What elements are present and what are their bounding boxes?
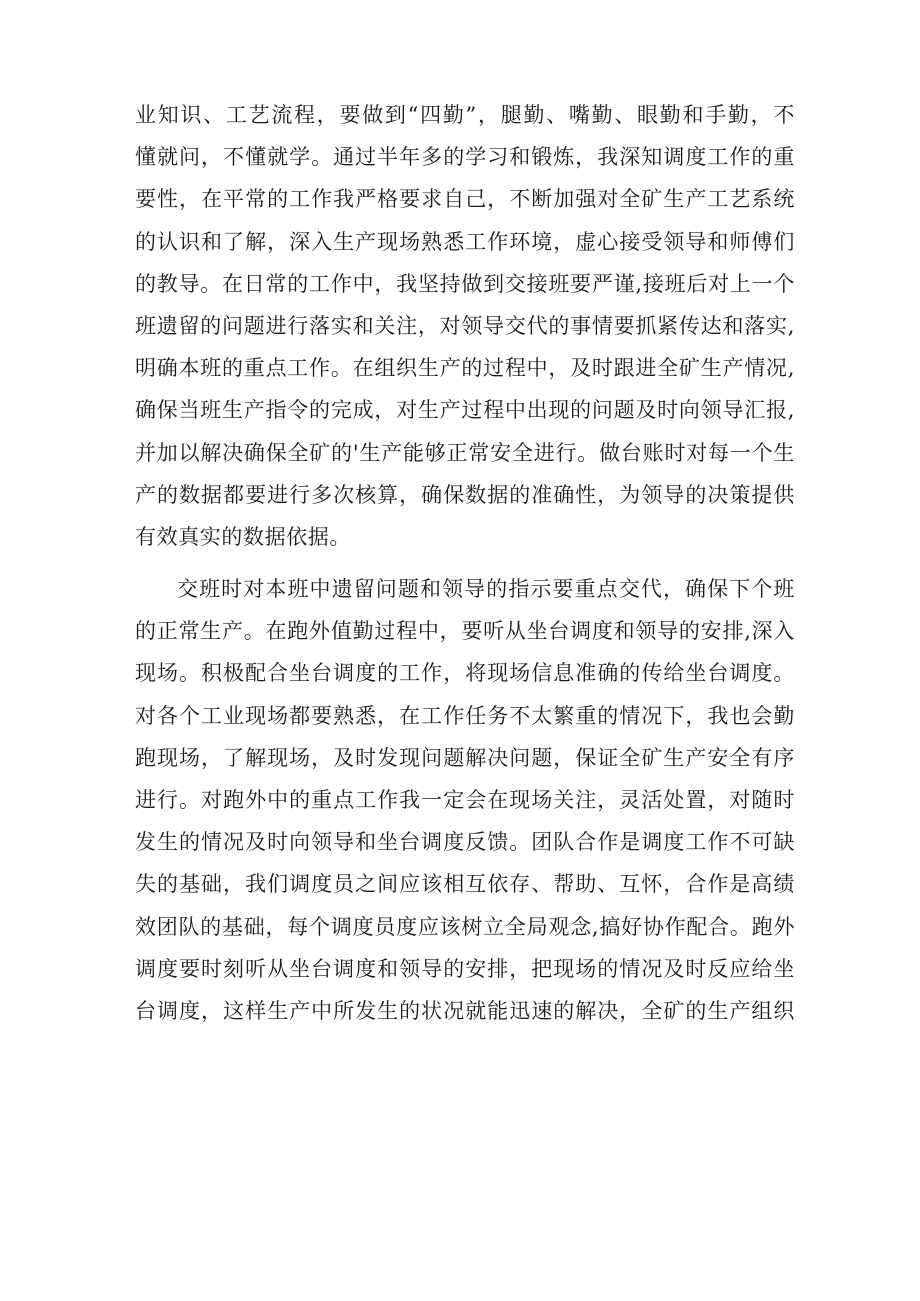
document-body (135, 94, 795, 1032)
paragraph-line: 的正常生产。在跑外值勤过程中，要听从坐台调度和领导的安排,深入 (135, 619, 795, 644)
paragraph-line: 确保当班生产指令的完成，对生产过程中出现的问题及时向领导汇报, (135, 398, 795, 423)
paragraph-line: 调度要时刻听从坐台调度和领导的安排，把现场的情况及时反应给坐 (135, 956, 795, 981)
paragraph-line: 效团队的基础，每个调度员度应该树立全局观念,搞好协作配合。跑外 (135, 914, 795, 939)
paragraph-line: 对各个工业现场都要熟悉，在工作任务不太繁重的情况下，我也会勤 (135, 703, 795, 728)
paragraph-line: 进行。对跑外中的重点工作我一定会在现场关注，灵活处置，对随时 (135, 788, 795, 812)
paragraph-line: 的认识和了解，深入生产现场熟悉工作环境，虚心接受领导和师傅们 (135, 229, 795, 254)
paragraph-line: 现场。积极配合坐台调度的工作，将现场信息准确的传给坐台调度。 (135, 661, 795, 686)
paragraph-spacer (135, 558, 795, 568)
paragraph-line: 班遗留的问题进行落实和关注，对领导交代的事情要抓紧传达和落实, (135, 313, 795, 338)
paragraph-2 (135, 568, 795, 1032)
paragraph-line: 业知识、工艺流程，要做到“四勤”，腿勤、嘴勤、眼勤和手勤，不 (135, 103, 795, 127)
paragraph-line: 失的基础，我们调度员之间应该相互依存、帮助、互怀，合作是高绩 (135, 872, 795, 897)
paragraph-line: 交班时对本班中遗留问题和领导的指示要重点交代，确保下个班 (177, 577, 795, 602)
paragraph-line: 有效真实的数据依据。 (135, 524, 351, 549)
paragraph-line: 明确本班的重点工作。在组织生产的过程中，及时跟进全矿生产情况, (135, 356, 795, 381)
paragraph-line: 发生的情况及时向领导和坐台调度反馈。团队合作是调度工作不可缺 (135, 830, 795, 855)
paragraph-line: 跑现场，了解现场，及时发现问题解决问题，保证全矿生产安全有序 (135, 745, 795, 770)
paragraph-line: 懂就问，不懂就学。通过半年多的学习和锻炼，我深知调度工作的重 (135, 145, 795, 170)
paragraph-line: 的教导。在日常的工作中，我坚持做到交接班要严谨,接班后对上一个 (135, 271, 795, 296)
paragraph-1 (135, 94, 795, 558)
paragraph-line: 台调度，这样生产中所发生的状况就能迅速的解决，全矿的生产组织 (135, 998, 795, 1023)
paragraph-line: 产的数据都要进行多次核算，确保数据的准确性，为领导的决策提供 (135, 482, 795, 507)
paragraph-line: 并加以解决确保全矿的'生产能够正常安全进行。做台账时对每一个生 (135, 440, 795, 465)
paragraph-line: 要性，在平常的工作我严格要求自己，不断加强对全矿生产工艺系统 (135, 187, 795, 212)
